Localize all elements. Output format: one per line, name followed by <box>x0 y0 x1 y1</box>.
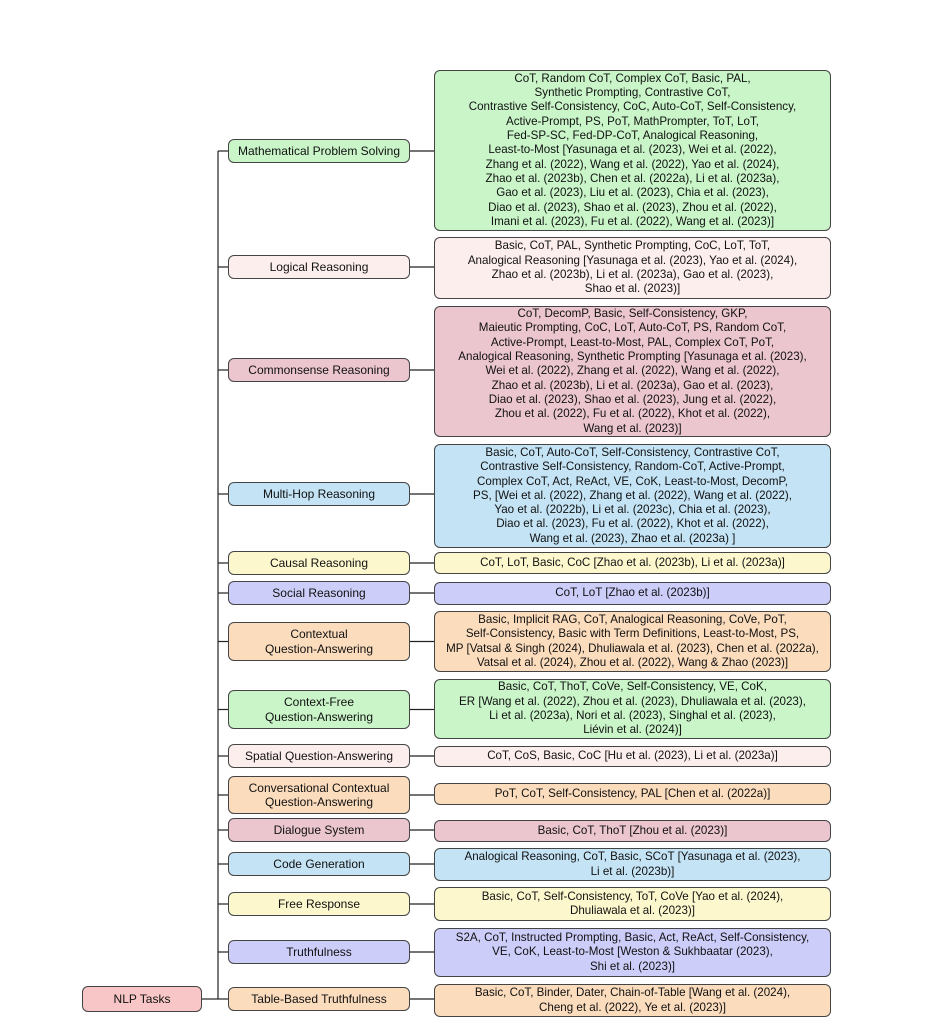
methods-node-free-response: Basic, CoT, Self-Consistency, ToT, CoVe [Yao et al. (2024), Dhuliawala et al. (2023)] <box>434 887 831 921</box>
category-node-spatial-qa: Spatial Question-Answering <box>228 744 410 768</box>
methods-node-code: Analogical Reasoning, CoT, Basic, SCoT [Yasunaga et al. (2023), Li et al. (2023b)] <box>434 848 831 881</box>
category-node-truthfulness: Truthfulness <box>228 940 410 964</box>
category-node-logical: Logical Reasoning <box>228 255 410 279</box>
methods-node-commonsense: CoT, DecomP, Basic, Self-Consistency, GKP, Maieutic Prompting, CoC, LoT, Auto-CoT, PS, Random CoT, Active-Prompt, Least-to-Most, PAL, Complex CoT, PoT, Analogical Reasoning, Synthetic Prompting [Yasunaga et al. (2023), Wei et al. (2022), Zhang et al. (2022), Wang et al. (2022), Zhao et al. (2023b), Li et al. (2023a), Gao et al. (2023), Diao et al. (2023), Shao et al. (2023), Jung et al. (2022), Zhou et al. (2022), Fu et al. (2022), Khot et al. (2022), Wang et al. (2023)] <box>434 306 831 437</box>
category-node-contextual-qa: Contextual Question-Answering <box>228 622 410 661</box>
methods-node-truthfulness: S2A, CoT, Instructed Prompting, Basic, Act, ReAct, Self-Consistency, VE, CoK, Least-to-Most [Weston & Sukhbaatar (2023), Shi et al. (2023)] <box>434 928 831 977</box>
methods-node-dialogue: Basic, CoT, ThoT [Zhou et al. (2023)] <box>434 820 831 842</box>
methods-node-math: CoT, Random CoT, Complex CoT, Basic, PAL, Synthetic Prompting, Contrastive CoT, Contrastive Self-Consistency, CoC, Auto-CoT, Self-Consistency, Active-Prompt, PS, PoT, MathPrompter, ToT, LoT, Fed-SP-SC, Fed-DP-CoT, Analogical Reasoning, Least-to-Most [Yasunaga et al. (2023), Wei et al. (2022), Zhang et al. (2022), Wang et al. (2022), Yao et al. (2024), Zhao et al. (2023b), Chen et al. (2022a), Li et al. (2023a), Gao et al. (2023), Liu et al. (2023), Chia et al. (2023), Diao et al. (2023), Shao et al. (2023), Zhou et al. (2022), Imani et al. (2023), Fu et al. (2022), Wang et al. (2023)] <box>434 70 831 231</box>
methods-node-context-free-qa: Basic, CoT, ThoT, CoVe, Self-Consistency, VE, CoK, ER [Wang et al. (2022), Zhou et al. (2023), Dhuliawala et al. (2023), Li et al. (2023a), Nori et al. (2023), Singhal et al. (2023), Liévin et al. (2024)] <box>434 679 831 739</box>
methods-node-logical: Basic, CoT, PAL, Synthetic Prompting, CoC, LoT, ToT, Analogical Reasoning [Yasunaga et al. (2023), Yao et al. (2024), Zhao et al. (2023b), Li et al. (2023a), Gao et al. (2023), Shao et al. (2023)] <box>434 237 831 299</box>
category-node-conv-qa: Conversational Contextual Question-Answering <box>228 776 410 814</box>
methods-node-contextual-qa: Basic, Implicit RAG, CoT, Analogical Reasoning, CoVe, PoT, Self-Consistency, Basic with Term Definitions, Least-to-Most, PS, MP [Vatsal & Singh (2024), Dhuliawala et al. (2023), Chen et al. (2022a), Vatsal et al. (2024), Zhou et al. (2022), Wang & Zhao (2023)] <box>434 611 831 672</box>
category-node-multihop: Multi-Hop Reasoning <box>228 482 410 506</box>
methods-node-causal: CoT, LoT, Basic, CoC [Zhao et al. (2023b), Li et al. (2023a)] <box>434 552 831 574</box>
category-node-causal: Causal Reasoning <box>228 551 410 575</box>
category-node-free-response: Free Response <box>228 892 410 916</box>
methods-node-spatial-qa: CoT, CoS, Basic, CoC [Hu et al. (2023), Li et al. (2023a)] <box>434 746 831 767</box>
category-node-table-truthfulness: Table-Based Truthfulness <box>228 987 410 1011</box>
methods-node-conv-qa: PoT, CoT, Self-Consistency, PAL [Chen et al. (2022a)] <box>434 783 831 805</box>
root-node: NLP Tasks <box>82 986 202 1012</box>
methods-node-multihop: Basic, CoT, Auto-CoT, Self-Consistency, Contrastive CoT, Contrastive Self-Consistency, Random-CoT, Active-Prompt, Complex CoT, Act, ReAct, VE, CoK, Least-to-Most, DecomP, PS, [Wei et al. (2022), Zhang et al. (2022), Wang et al. (2022), Yao et al. (2022b), Li et al. (2023c), Chia et al. (2023), Diao et al. (2023), Fu et al. (2022), Khot et al. (2022), Wang et al. (2023), Zhao et al. (2023a) ] <box>434 444 831 548</box>
methods-node-social: CoT, LoT [Zhao et al. (2023b)] <box>434 582 831 605</box>
category-node-code: Code Generation <box>228 852 410 876</box>
category-node-dialogue: Dialogue System <box>228 818 410 842</box>
category-node-commonsense: Commonsense Reasoning <box>228 358 410 382</box>
category-node-social: Social Reasoning <box>228 581 410 605</box>
methods-node-table-truthfulness: Basic, CoT, Binder, Dater, Chain-of-Table [Wang et al. (2024), Cheng et al. (2022), Ye et al. (2023)] <box>434 984 831 1017</box>
category-node-context-free-qa: Context-Free Question-Answering <box>228 690 410 729</box>
category-node-math: Mathematical Problem Solving <box>228 139 410 163</box>
